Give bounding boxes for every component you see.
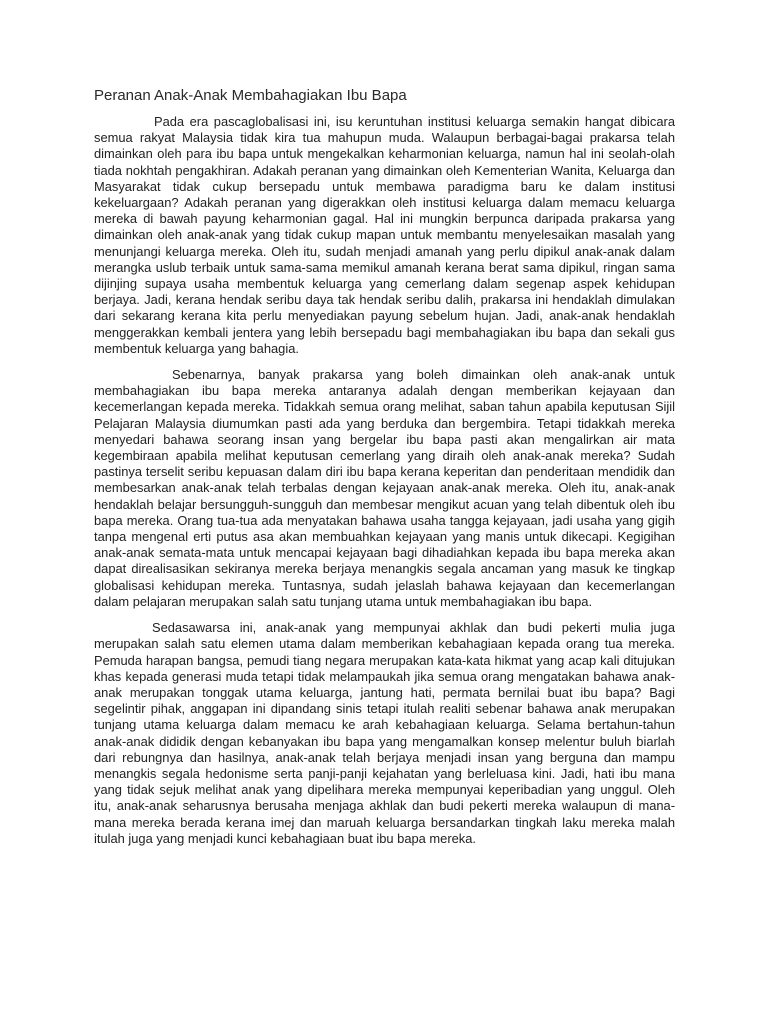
paragraph-3: Sedasawarsa ini, anak-anak yang mempunyai akhlak dan budi pekerti mulia juga merupakan salah satu elemen utama dalam memberikan kebahagiaan kepada orang tua mereka. Pemuda harapan bangsa, pemudi tiang negara merupakan kata-kata hikmat yang acap kali ditujukan khas kepada generasi muda tetapi tidak melampaukah jika semua orang mengatakan bahawa anak-anak merupakan tonggak utama keluarga, jantung hati, permata bernilai buat ibu bapa? Bagi segelintir pihak, anggapan ini dipandang sinis tetapi itulah realiti sebenar bahawa anak merupakan tunjang utama keluarga dalam memacu ke arah kebahagiaan keluarga. Selama bertahun-tahun anak-anak dididik dengan kebanyakan ibu bapa yang mengamalkan konsep melentur buluh biarlah dari rebungnya dan hasilnya, anak-anak telah berjaya menjadi insan yang berguna dan mampu menangkis segala hedonisme serta panji-panji kejahatan yang berleluasa kini. Jadi, hati ibu mana yang tidak sejuk melihat anak yang dipelihara mereka mempunyai keperibadian yang unggul. Oleh itu, anak-anak seharusnya berusaha menjaga akhlak dan budi pekerti mereka walaupun di mana-mana mereka berada kerana imej dan maruah keluarga bersandarkan tingkah laku mereka malah itulah juga yang menjadi kunci kebahagiaan buat ibu bapa mereka. — [94, 620, 675, 846]
page-title: Peranan Anak-Anak Membahagiakan Ibu Bapa — [94, 87, 407, 104]
paragraph-2: Sebenarnya, banyak prakarsa yang boleh dimainkan oleh anak-anak untuk membahagiakan ibu bapa mereka antaranya adalah dengan memberikan kejayaan dan kecemerlangan kepada mereka. Tidakkah semua orang melihat, saban tahun apabila keputusan Sijil Pelajaran Malaysia diumumkan pasti ada yang berduka dan bergembira. Tetapi tidakkah mereka menyedari bahawa seorang insan yang bergelar ibu bapa pasti akan mengalirkan air mata kegembiraan apabila melihat keputusan cemerlang yang diraih oleh anak-anak mereka? Sudah pastinya terselit seribu kepuasan dalam diri ibu bapa kerana keperitan dan penderitaan mendidik dan membesarkan anak-anak telah terbalas dengan kejayaan anak-anak mereka. Oleh itu, anak-anak hendaklah belajar bersungguh-sungguh dan membesar mengikut acuan yang telah dibentuk oleh ibu bapa mereka. Orang tua-tua ada menyatakan bahawa usaha tangga kejayaan, jadi usaha yang gigih tanpa mengenal erti putus asa akan membuahkan kejayaan yang manis untuk dikecapi. Kegigihan anak-anak semata-mata untuk mencapai kejayaan bagi dihadiahkan kepada ibu bapa mereka akan dapat direalisasikan sekiranya mereka berjaya menangkis segala ancaman yang masuk ke tingkap globalisasi kehidupan mereka. Tuntasnya, sudah jelaslah bahawa kejayaan dan kecemerlangan dalam pelajaran merupakan salah satu tunjang utama untuk membahagiakan ibu bapa. — [94, 367, 675, 609]
paragraph-1: Pada era pascaglobalisasi ini, isu keruntuhan institusi keluarga semakin hangat dibicara semua rakyat Malaysia tidak kira tua mahupun muda. Walaupun berbagai-bagai prakarsa telah dimainkan oleh para ibu bapa untuk mengekalkan keharmonian keluarga, namun hal ini seolah-olah tiada nokhtah pengakhiran. Adakah peranan yang dimainkan oleh Kementerian Wanita, Keluarga dan Masyarakat tidak cukup bersepadu untuk membawa paradigma baru ke dalam institusi kekeluargaan? Adakah peranan yang digerakkan oleh institusi keluarga dalam memacu keluarga mereka di bawah payung keharmonian gagal. Hal ini mungkin berpunca daripada prakarsa yang dimainkan oleh anak-anak yang tidak cukup mapan untuk membantu menyelesaikan masalah yang menunjangi keluarga mereka. Oleh itu, sudah menjadi amanah yang perlu dipikul anak-anak dalam merangka uslub terbaik untuk sama-sama memikul amanah kerana berat sama dipikul, ringan sama dijinjing supaya usaha membentuk keluarga yang cemerlang dalam segenap aspek kehidupan berjaya. Jadi, kerana hendak seribu daya tak hendak seribu dalih, prakarsa ini hendaklah dimulakan dari sekarang kerana kita perlu menyediakan payung sebelum hujan. Jadi, anak-anak hendaklah menggerakkan kembali jentera yang lebih bersepadu bagi membahagiakan ibu bapa dan sekali gus membentuk keluarga yang bahagia. — [94, 114, 675, 356]
